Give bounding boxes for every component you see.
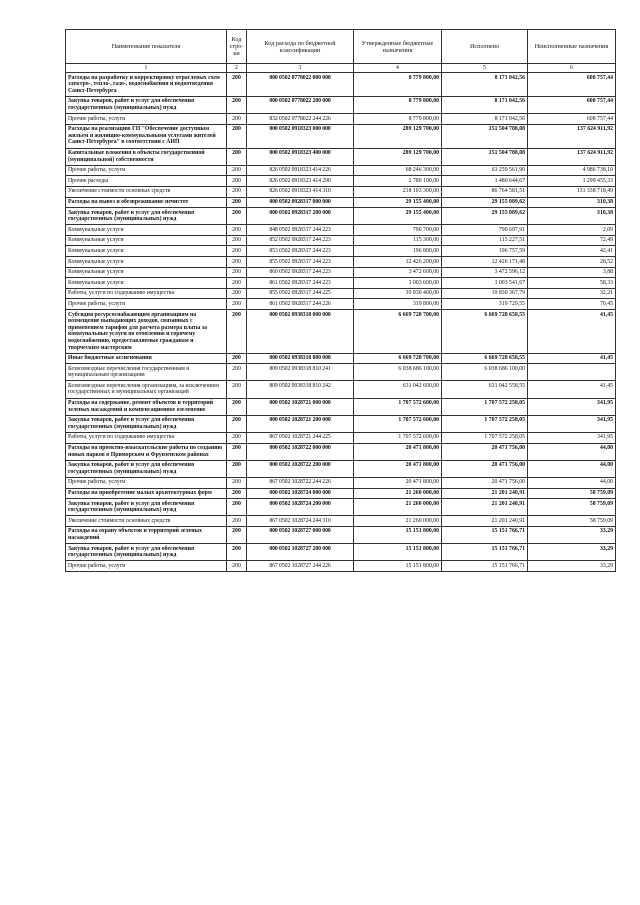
row-unexecuted-cell: 28,52	[528, 257, 616, 268]
table-row	[66, 176, 616, 187]
row-executed-cell: 151 504 788,08	[442, 124, 528, 148]
row-kbk-cell: 832 0502 0778022 244 226	[247, 114, 354, 125]
row-approved-cell: 6 669 728 700,00	[354, 310, 442, 354]
row-approved-cell: 319 800,00	[354, 299, 442, 310]
row-name-cell: Работы, услуги по содержанию имущества	[66, 432, 227, 443]
row-kbk-cell: 867 0502 1028722 244 226	[247, 477, 354, 488]
row-name-cell: Закупка товаров, работ и услуг для обеспечения государственных (муниципальных) нужд	[66, 460, 227, 477]
row-code-cell: 200	[227, 415, 247, 432]
row-kbk-cell: 000 0502 1028722 000 000	[247, 443, 354, 460]
row-approved-cell: 289 129 700,00	[354, 148, 442, 165]
row-unexecuted-cell: 32,21	[528, 288, 616, 299]
header-code: Код стро-ки	[227, 30, 247, 64]
row-unexecuted-cell: 131 338 718,49	[528, 186, 616, 197]
row-code-cell: 200	[227, 208, 247, 225]
row-code-cell: 200	[227, 96, 247, 113]
table-row	[66, 443, 616, 460]
row-name-cell: Работы, услуги по содержанию имущества	[66, 288, 227, 299]
row-kbk-cell: 000 0502 1028721 000 000	[247, 398, 354, 415]
row-executed-cell: 8 171 042,56	[442, 114, 528, 125]
row-name-cell: Безвозмездные перечисления государственным и муниципальным организациям	[66, 364, 227, 381]
header-name: Наименование показателя	[66, 30, 227, 64]
table-row	[66, 197, 616, 208]
row-executed-cell: 6 669 728 658,55	[442, 353, 528, 364]
row-code-cell: 200	[227, 235, 247, 246]
row-unexecuted-cell: 41,45	[528, 381, 616, 398]
row-kbk-cell: 000 0502 0928317 200 000	[247, 208, 354, 225]
row-unexecuted-cell: 44,00	[528, 460, 616, 477]
row-executed-cell: 1 480 644,67	[442, 176, 528, 187]
row-approved-cell: 20 471 800,00	[354, 460, 442, 477]
row-approved-cell: 20 471 800,00	[354, 443, 442, 460]
row-executed-cell: 12 426 171,48	[442, 257, 528, 268]
table-row	[66, 415, 616, 432]
row-code-cell: 200	[227, 477, 247, 488]
row-name-cell: Безвозмездные перечисления организациям, за исключением государственных и муниципальных организаций	[66, 381, 227, 398]
row-approved-cell: 21 260 000,00	[354, 488, 442, 499]
header-executed: Исполнено	[442, 30, 528, 64]
row-name-cell: Коммунальные услуги	[66, 257, 227, 268]
row-name-cell: Прочие работы, услуги	[66, 299, 227, 310]
table-row	[66, 288, 616, 299]
row-name-cell: Закупка товаров, работ и услуг для обеспечения государственных (муниципальных) нужд	[66, 499, 227, 516]
row-name-cell: Расходы на разработку и корректировку отраслевых схем электро-, тепло-, газо-, водоснабжения и водоотведения Санкт-Петербурга	[66, 73, 227, 97]
row-kbk-cell: 000 0502 1028727 000 000	[247, 526, 354, 543]
row-kbk-cell: 853 0502 0928317 244 223	[247, 246, 354, 257]
row-name-cell: Прочие работы, услуги	[66, 165, 227, 176]
column-number: 6	[528, 64, 616, 73]
table-row	[66, 561, 616, 572]
row-unexecuted-cell: 72,49	[528, 235, 616, 246]
row-approved-cell: 1 707 572 600,00	[354, 415, 442, 432]
table-row	[66, 267, 616, 278]
row-kbk-cell: 000 0502 1028727 200 000	[247, 544, 354, 561]
row-approved-cell: 3 472 600,00	[354, 267, 442, 278]
row-executed-cell: 63 259 561,90	[442, 165, 528, 176]
row-code-cell: 200	[227, 165, 247, 176]
row-unexecuted-cell: 70,45	[528, 299, 616, 310]
row-kbk-cell: 867 0502 1028721 244 225	[247, 432, 354, 443]
table-row	[66, 381, 616, 398]
table-row	[66, 225, 616, 236]
row-name-cell: Прочие работы, услуги	[66, 477, 227, 488]
row-name-cell: Капитальные вложения в объекты государственной (муниципальной) собственности	[66, 148, 227, 165]
row-code-cell: 200	[227, 246, 247, 257]
row-executed-cell: 6 038 686 100,00	[442, 364, 528, 381]
column-number: 4	[354, 64, 442, 73]
budget-execution-table	[65, 29, 616, 572]
row-kbk-cell: 860 0502 0928317 244 223	[247, 267, 354, 278]
row-code-cell: 200	[227, 443, 247, 460]
row-executed-cell: 3 472 596,12	[442, 267, 528, 278]
row-code-cell: 200	[227, 432, 247, 443]
row-code-cell: 200	[227, 526, 247, 543]
table-body	[66, 73, 616, 572]
row-approved-cell: 196 800,00	[354, 246, 442, 257]
row-approved-cell: 8 779 800,00	[354, 114, 442, 125]
row-unexecuted-cell: 44,00	[528, 443, 616, 460]
row-kbk-cell: 000 0502 1028724 000 000	[247, 488, 354, 499]
column-number: 3	[247, 64, 354, 73]
row-executed-cell: 20 471 756,00	[442, 477, 528, 488]
table-row	[66, 186, 616, 197]
row-name-cell: Расходы на вывоз и обезвреживание нечистот	[66, 197, 227, 208]
row-name-cell: Коммунальные услуги	[66, 278, 227, 289]
row-unexecuted-cell: 58 759,09	[528, 516, 616, 527]
table-row	[66, 477, 616, 488]
row-unexecuted-cell: 44,00	[528, 477, 616, 488]
row-approved-cell: 6 669 728 700,00	[354, 353, 442, 364]
row-executed-cell: 319 729,55	[442, 299, 528, 310]
row-approved-cell: 20 471 800,00	[354, 477, 442, 488]
row-unexecuted-cell: 341,95	[528, 432, 616, 443]
row-approved-cell: 218 103 300,00	[354, 186, 442, 197]
row-name-cell: Закупка товаров, работ и услуг для обеспечения государственных (муниципальных) нужд	[66, 415, 227, 432]
row-name-cell: Коммунальные услуги	[66, 267, 227, 278]
row-kbk-cell: 855 0502 0928317 244 225	[247, 288, 354, 299]
row-executed-cell: 1 707 572 258,05	[442, 398, 528, 415]
header-unexecuted: Неисполненные назначения	[528, 30, 616, 64]
row-approved-cell: 29 155 400,00	[354, 197, 442, 208]
row-kbk-cell: 000 0502 1028724 200 000	[247, 499, 354, 516]
row-approved-cell: 1 707 572 600,00	[354, 398, 442, 415]
table-row	[66, 114, 616, 125]
row-name-cell: Коммунальные услуги	[66, 246, 227, 257]
row-executed-cell: 29 155 089,62	[442, 197, 528, 208]
table-row	[66, 165, 616, 176]
table-row	[66, 96, 616, 113]
row-unexecuted-cell: 4 986 738,10	[528, 165, 616, 176]
row-approved-cell: 1 003 600,00	[354, 278, 442, 289]
row-approved-cell: 8 779 800,00	[354, 96, 442, 113]
row-name-cell: Коммунальные услуги	[66, 235, 227, 246]
row-kbk-cell: 000 0502 0778022 000 000	[247, 73, 354, 97]
row-code-cell: 200	[227, 197, 247, 208]
row-approved-cell: 10 830 400,00	[354, 288, 442, 299]
row-code-cell: 200	[227, 299, 247, 310]
row-kbk-cell: 826 0502 0918323 414 290	[247, 176, 354, 187]
row-code-cell: 200	[227, 225, 247, 236]
row-name-cell: Коммунальные услуги	[66, 225, 227, 236]
table-row	[66, 526, 616, 543]
row-executed-cell: 20 471 756,00	[442, 460, 528, 477]
row-unexecuted-cell: 608 757,44	[528, 114, 616, 125]
row-approved-cell: 2 780 100,00	[354, 176, 442, 187]
row-approved-cell: 8 779 800,00	[354, 73, 442, 97]
row-executed-cell: 21 201 240,91	[442, 516, 528, 527]
row-approved-cell: 15 151 800,00	[354, 561, 442, 572]
row-approved-cell: 115 300,00	[354, 235, 442, 246]
column-number: 2	[227, 64, 247, 73]
row-unexecuted-cell: 33,29	[528, 561, 616, 572]
row-executed-cell: 20 471 756,00	[442, 443, 528, 460]
row-code-cell: 200	[227, 288, 247, 299]
table-row	[66, 499, 616, 516]
row-code-cell: 200	[227, 488, 247, 499]
row-unexecuted-cell: 33,29	[528, 544, 616, 561]
row-approved-cell: 21 260 000,00	[354, 499, 442, 516]
row-name-cell: Увеличение стоимости основных средств	[66, 186, 227, 197]
row-approved-cell: 289 129 700,00	[354, 124, 442, 148]
row-code-cell: 200	[227, 381, 247, 398]
row-code-cell: 200	[227, 398, 247, 415]
table-row	[66, 246, 616, 257]
row-executed-cell: 15 151 766,71	[442, 544, 528, 561]
row-executed-cell: 8 171 042,56	[442, 73, 528, 97]
row-executed-cell: 1 707 572 258,05	[442, 432, 528, 443]
row-kbk-cell: 000 0502 0778022 200 000	[247, 96, 354, 113]
row-code-cell: 200	[227, 561, 247, 572]
row-name-cell: Расходы на проектно-изыскательские работы по созданию новых парков в Приморском и Фрунзенском районах	[66, 443, 227, 460]
row-name-cell: Расходы на охрану объектов и территорий зеленых насаждений	[66, 526, 227, 543]
row-approved-cell: 6 038 686 100,00	[354, 364, 442, 381]
row-code-cell: 200	[227, 176, 247, 187]
row-executed-cell: 29 155 089,62	[442, 208, 528, 225]
table-row	[66, 148, 616, 165]
row-name-cell: Расходы на приобретение малых архитектурных форм	[66, 488, 227, 499]
header-approved: Утвержденные бюджетные назначения	[354, 30, 442, 64]
row-kbk-cell: 809 0502 0938318 810 241	[247, 364, 354, 381]
table-row	[66, 460, 616, 477]
column-number: 1	[66, 64, 227, 73]
row-name-cell: Расходы на реализацию ГП "Обеспечение доступным жильем и жилищно-коммунальными услугами жителей Санкт-Петербурга" в соответствии с АИП	[66, 124, 227, 148]
row-kbk-cell: 809 0502 0938318 810 242	[247, 381, 354, 398]
row-unexecuted-cell: 341,95	[528, 415, 616, 432]
row-approved-cell: 12 426 200,00	[354, 257, 442, 268]
row-unexecuted-cell: 41,45	[528, 353, 616, 364]
table-row	[66, 516, 616, 527]
column-number: 5	[442, 64, 528, 73]
row-executed-cell: 21 201 240,91	[442, 488, 528, 499]
row-kbk-cell: 000 0502 0938318 800 000	[247, 353, 354, 364]
row-approved-cell: 15 151 800,00	[354, 526, 442, 543]
row-executed-cell: 8 171 042,56	[442, 96, 528, 113]
row-name-cell: Увеличение стоимости основных средств	[66, 516, 227, 527]
row-kbk-cell: 848 0502 0928317 244 223	[247, 225, 354, 236]
row-unexecuted-cell: 608 757,44	[528, 73, 616, 97]
row-unexecuted-cell: 608 757,44	[528, 96, 616, 113]
row-name-cell: Закупка товаров, работ и услуг для обеспечения государственных (муниципальных) нужд	[66, 208, 227, 225]
row-code-cell: 200	[227, 124, 247, 148]
row-kbk-cell: 000 0502 1028722 200 000	[247, 460, 354, 477]
row-code-cell: 200	[227, 267, 247, 278]
column-numbers-row	[66, 64, 616, 73]
row-code-cell: 200	[227, 353, 247, 364]
row-unexecuted-cell: 2,09	[528, 225, 616, 236]
row-code-cell: 200	[227, 364, 247, 381]
row-code-cell: 200	[227, 516, 247, 527]
row-approved-cell: 1 707 572 600,00	[354, 432, 442, 443]
row-executed-cell: 151 504 788,08	[442, 148, 528, 165]
row-approved-cell: 21 260 000,00	[354, 516, 442, 527]
row-kbk-cell: 855 0502 0928317 244 223	[247, 257, 354, 268]
table-row	[66, 124, 616, 148]
row-code-cell: 200	[227, 278, 247, 289]
row-executed-cell: 1 003 541,67	[442, 278, 528, 289]
row-code-cell: 200	[227, 499, 247, 516]
row-name-cell: Расходы на содержание, ремонт объектов и территорий зеленых насаждений и компенсационное озеленение	[66, 398, 227, 415]
row-executed-cell: 86 764 581,51	[442, 186, 528, 197]
row-unexecuted-cell: 1 299 455,33	[528, 176, 616, 187]
row-executed-cell: 790 697,91	[442, 225, 528, 236]
row-name-cell: Прочие работы, услуги	[66, 114, 227, 125]
row-name-cell: Закупка товаров, работ и услуг для обеспечения государственных (муниципальных) нужд	[66, 96, 227, 113]
row-executed-cell: 21 201 240,91	[442, 499, 528, 516]
table-row	[66, 299, 616, 310]
table-row	[66, 235, 616, 246]
row-kbk-cell: 000 0502 1028721 200 000	[247, 415, 354, 432]
row-unexecuted-cell: 33,29	[528, 526, 616, 543]
row-kbk-cell: 861 0502 0928317 244 223	[247, 278, 354, 289]
table-row	[66, 353, 616, 364]
row-executed-cell: 10 830 367,79	[442, 288, 528, 299]
row-unexecuted-cell: 3,88	[528, 267, 616, 278]
row-unexecuted-cell: 137 624 911,92	[528, 148, 616, 165]
row-approved-cell: 15 151 800,00	[354, 544, 442, 561]
row-unexecuted-cell: 58 759,09	[528, 488, 616, 499]
header-kbk: Код расхода по бюджетной классификации	[247, 30, 354, 64]
row-unexecuted-cell: 58 759,09	[528, 499, 616, 516]
table-header-row	[66, 30, 616, 64]
row-unexecuted-cell: 310,38	[528, 208, 616, 225]
row-approved-cell: 631 042 600,00	[354, 381, 442, 398]
row-name-cell: Закупка товаров, работ и услуг для обеспечения государственных (муниципальных) нужд	[66, 544, 227, 561]
row-code-cell: 200	[227, 257, 247, 268]
row-kbk-cell: 826 0502 0918323 414 226	[247, 165, 354, 176]
table-row	[66, 364, 616, 381]
row-unexecuted-cell: 58,33	[528, 278, 616, 289]
row-executed-cell: 6 669 728 658,55	[442, 310, 528, 354]
table-row	[66, 432, 616, 443]
row-kbk-cell: 000 0502 0928317 000 000	[247, 197, 354, 208]
row-approved-cell: 68 246 300,00	[354, 165, 442, 176]
row-kbk-cell: 867 0502 1028727 244 226	[247, 561, 354, 572]
table-row	[66, 257, 616, 268]
row-executed-cell: 196 757,59	[442, 246, 528, 257]
row-approved-cell: 790 700,00	[354, 225, 442, 236]
row-code-cell: 200	[227, 73, 247, 97]
row-unexecuted-cell: 41,45	[528, 310, 616, 354]
row-unexecuted-cell: 310,38	[528, 197, 616, 208]
row-approved-cell: 29 155 400,00	[354, 208, 442, 225]
row-code-cell: 200	[227, 148, 247, 165]
table-row	[66, 544, 616, 561]
row-kbk-cell: 000 0502 0918323 000 000	[247, 124, 354, 148]
row-kbk-cell: 861 0502 0928317 244 226	[247, 299, 354, 310]
row-name-cell: Иные бюджетные ассигнования	[66, 353, 227, 364]
row-kbk-cell: 867 0502 1028724 244 310	[247, 516, 354, 527]
row-name-cell: Прочие расходы	[66, 176, 227, 187]
row-executed-cell: 1 707 572 258,05	[442, 415, 528, 432]
row-executed-cell: 15 151 766,71	[442, 526, 528, 543]
row-executed-cell: 15 151 766,71	[442, 561, 528, 572]
row-executed-cell: 631 042 558,55	[442, 381, 528, 398]
table-row	[66, 488, 616, 499]
row-code-cell: 200	[227, 186, 247, 197]
table-row	[66, 310, 616, 354]
row-code-cell: 200	[227, 460, 247, 477]
row-kbk-cell: 826 0502 0918323 414 310	[247, 186, 354, 197]
row-kbk-cell: 852 0502 0928317 244 223	[247, 235, 354, 246]
row-kbk-cell: 000 0502 0938318 000 000	[247, 310, 354, 354]
row-code-cell: 200	[227, 114, 247, 125]
row-name-cell: Прочие работы, услуги	[66, 561, 227, 572]
table-row	[66, 398, 616, 415]
table-row	[66, 208, 616, 225]
row-name-cell: Субсидия ресурсоснабжающим организациям на возмещение выпадающих доходов, связанных с применением тарифов для расчета размера платы за коммунальные услуги по отоплению и горячему водоснабжению, предоставляемые гражданам и творческим мастерским	[66, 310, 227, 354]
row-executed-cell: 115 227,51	[442, 235, 528, 246]
row-kbk-cell: 000 0502 0918323 400 000	[247, 148, 354, 165]
table-row	[66, 73, 616, 97]
table-row	[66, 278, 616, 289]
row-unexecuted-cell: 42,41	[528, 246, 616, 257]
row-unexecuted-cell	[528, 364, 616, 381]
row-unexecuted-cell: 341,95	[528, 398, 616, 415]
row-unexecuted-cell: 137 624 911,92	[528, 124, 616, 148]
row-code-cell: 200	[227, 544, 247, 561]
row-code-cell: 200	[227, 310, 247, 354]
